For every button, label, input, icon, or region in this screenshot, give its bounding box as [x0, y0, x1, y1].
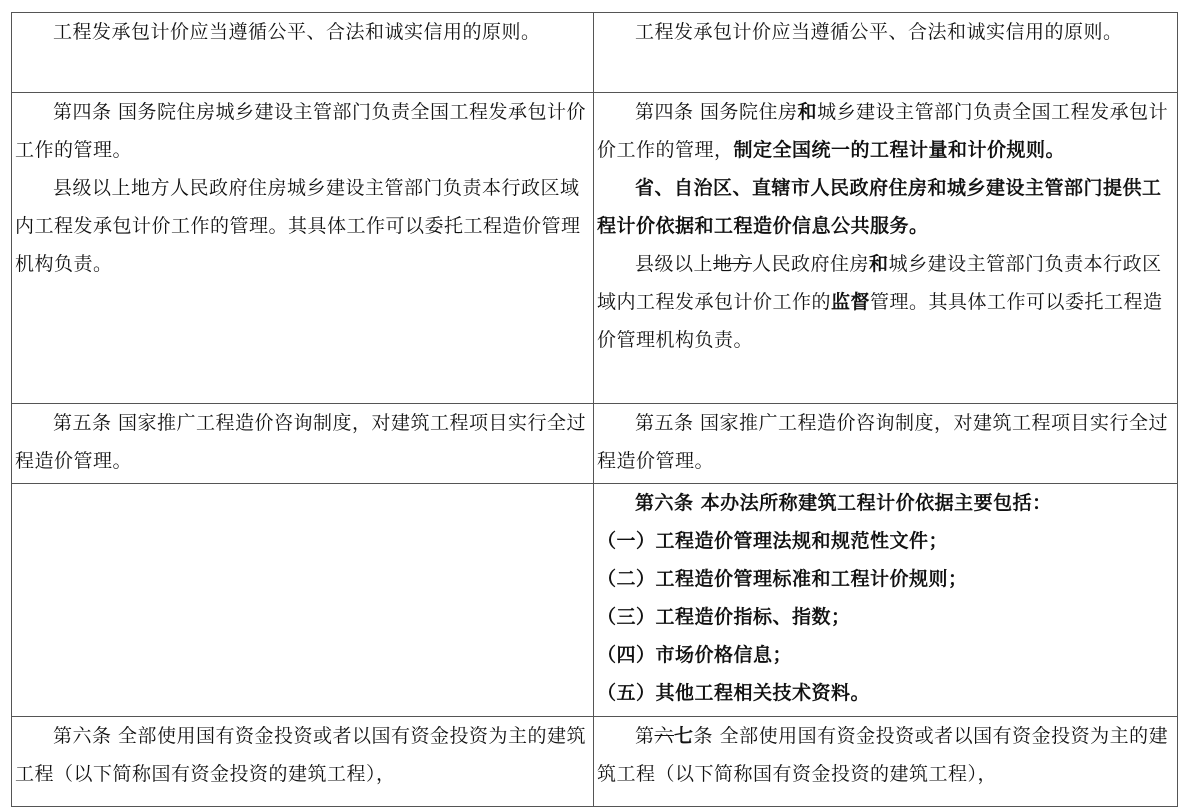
list-item: （一）工程造价管理法规和规范性文件；: [597, 530, 949, 552]
new-text-cell: [594, 404, 1178, 484]
inserted-text: 和: [869, 253, 889, 275]
text-run: 城乡建设主管部门负责全国工程发承包计价工作的管理，: [597, 101, 1169, 161]
table-row: [12, 484, 1178, 717]
inserted-paragraph: 省、自治区、直辖市人民政府住房和城乡建设主管部门提供工程计价依据和工程造价信息公共服务。: [597, 177, 1162, 237]
old-text-cell: [12, 717, 594, 807]
text-run: 条 全部使用国有资金投资或者以国有资金投资为主的建筑工程（以下简称国有资金投资的建筑工程），: [597, 725, 1169, 785]
list-item: （四）市场价格信息；: [597, 644, 793, 666]
article-5-paragraph: 第五条 国家推广工程造价咨询制度，对建筑工程项目实行全过程造价管理。: [15, 412, 587, 472]
inserted-text: 和: [797, 101, 818, 123]
text-run: 城乡建设主管部门负责本行政区域内工程发承包计价工作的: [597, 253, 1162, 313]
paragraph: 工程发承包计价应当遵循公平、合法和诚实信用的原则。: [635, 21, 1123, 43]
article-4-paragraph: 第四条 国务院住房城乡建设主管部门负责全国工程发承包计价工作的管理。: [15, 101, 587, 161]
comparison-table: [11, 12, 1178, 807]
list-item: （五）其他工程相关技术资料。: [597, 682, 871, 704]
deleted-text: 六: [654, 725, 675, 747]
inserted-text: 监督: [831, 291, 871, 313]
list-item: （二）工程造价管理标准和工程计价规则；: [597, 568, 968, 590]
table-row: [12, 13, 1178, 93]
text-run: 管理。其具体工作可以委托工程造价管理机构负责。: [597, 291, 1163, 351]
table-row: [12, 404, 1178, 484]
old-text-cell: [12, 93, 594, 404]
new-text-cell: [594, 13, 1178, 93]
paragraph: [597, 245, 1174, 359]
list-item: （三）工程造价指标、指数；: [597, 606, 851, 628]
old-text-cell-empty: [12, 484, 594, 717]
new-text-cell: [594, 484, 1178, 717]
inserted-text: 七: [674, 725, 694, 747]
text-run: 人民政府住房: [752, 253, 870, 275]
article-4-paragraph: [597, 93, 1174, 169]
paragraph: 县级以上地方人民政府住房城乡建设主管部门负责本行政区域内工程发承包计价工作的管理。其具体工作可以委托工程造价管理机构负责。: [15, 177, 581, 275]
paragraph: 工程发承包计价应当遵循公平、合法和诚实信用的原则。: [53, 21, 541, 43]
deleted-text: 地方: [713, 253, 753, 275]
text-run: 第: [635, 725, 655, 747]
old-text-cell: [12, 404, 594, 484]
article-5-paragraph: 第五条 国家推广工程造价咨询制度，对建筑工程项目实行全过程造价管理。: [597, 412, 1169, 472]
new-text-cell: [594, 717, 1178, 807]
article-6-paragraph: 第六条 全部使用国有资金投资或者以国有资金投资为主的建筑工程（以下简称国有资金投资的建筑工程），: [15, 725, 587, 785]
inserted-text: 制定全国统一的工程计量和计价规则。: [733, 139, 1066, 161]
table-row: [12, 93, 1178, 404]
new-text-cell: [594, 93, 1178, 404]
text-run: 县级以上: [635, 253, 714, 275]
article-7-paragraph: [597, 717, 1174, 793]
text-run: 第四条 国务院住房: [635, 101, 798, 123]
article-6-heading: 第六条 本办法所称建筑工程计价依据主要包括：: [635, 492, 1052, 514]
table-row: [12, 717, 1178, 807]
old-text-cell: [12, 13, 594, 93]
